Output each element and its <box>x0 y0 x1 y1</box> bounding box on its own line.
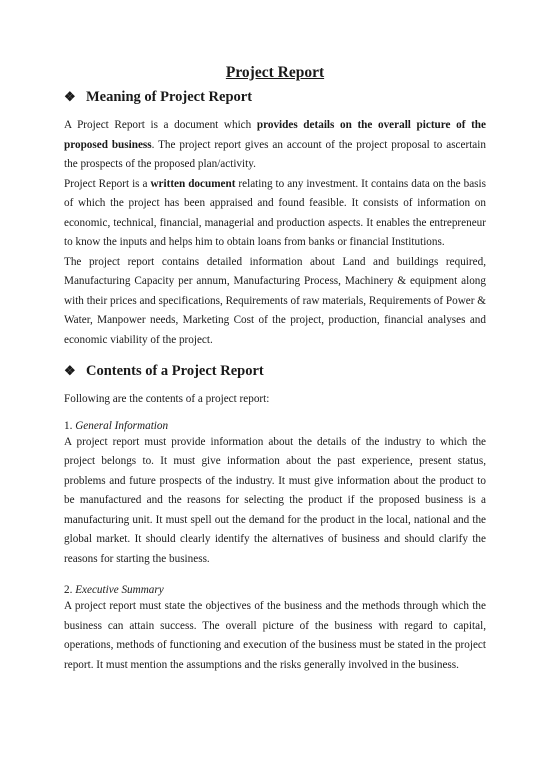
bold-text: written document <box>150 177 236 190</box>
section-heading-meaning <box>64 88 486 106</box>
item-title: General Information <box>75 419 169 432</box>
text-run: Project Report is a <box>64 177 151 190</box>
diamond-bullet-icon: ❖ <box>64 363 76 378</box>
subheading-executive-summary <box>64 583 486 597</box>
page-title: Project Report <box>225 64 325 81</box>
paragraph-executive-summary: A project report must state the objectives of the business and the methods through which the business can attain success. The overall picture of the business with regard to capital, operations, methods of functioning and execution of the business must be stated in the project report. It must mention the assumptions and the risks generally involved in the business. <box>64 600 486 671</box>
item-title: Executive Summary <box>75 584 164 596</box>
item-number: 2. <box>64 584 76 596</box>
section-heading-contents <box>64 362 486 380</box>
section-heading-label: Contents of a Project Report <box>86 363 264 379</box>
paragraph-details: The project report contains detailed information about Land and buildings required, Manufacturing Capacity per annum, Manufacturing Process, Machinery & equipment along with their prices and specifications, Requirements of raw materials, Requirements of Power & Water, Manpower needs, Marketing Cost of the project, production, financial analyses and economic viability of the project. <box>64 255 486 346</box>
paragraph-written-document <box>64 175 486 253</box>
paragraph-intro: Following are the contents of a project report: <box>64 393 270 405</box>
text-run: . The project report gives an account of the project proposal to ascertain the prospects of the proposed plan/activity. <box>64 138 486 170</box>
paragraph-definition <box>64 116 486 175</box>
text-run: A Project Report is a document which <box>64 119 257 131</box>
section-heading-label: Meaning of Project Report <box>86 89 253 105</box>
paragraph-general-information: A project report must provide information about the details of the industry to which the project belongs to. It must give information about the past experience, present status, problems and future prospects of the industry. It must give information about the product to be manufactured and the reasons for selecting the product if the proposed business is a manufacturing unit. It must spell out the demand for the product in the local, national and the global market. It should clearly identify the alternatives of business and should clarify the reasons for starting the business. <box>64 435 486 565</box>
bold-text: provides details on the overall picture of the proposed business <box>64 119 486 151</box>
text-run: relating to any investment. It contains data on the basis of which the project has been appraised and found feasible. It consists of information on economic, technical, financial, managerial and production aspects. It enables the entrepreneur to know the inputs and helps him to obtain loans from banks or financial Institutions. <box>64 177 486 248</box>
subheading-general-information <box>64 419 486 433</box>
diamond-bullet-icon: ❖ <box>64 89 76 104</box>
item-number: 1. <box>64 419 76 432</box>
